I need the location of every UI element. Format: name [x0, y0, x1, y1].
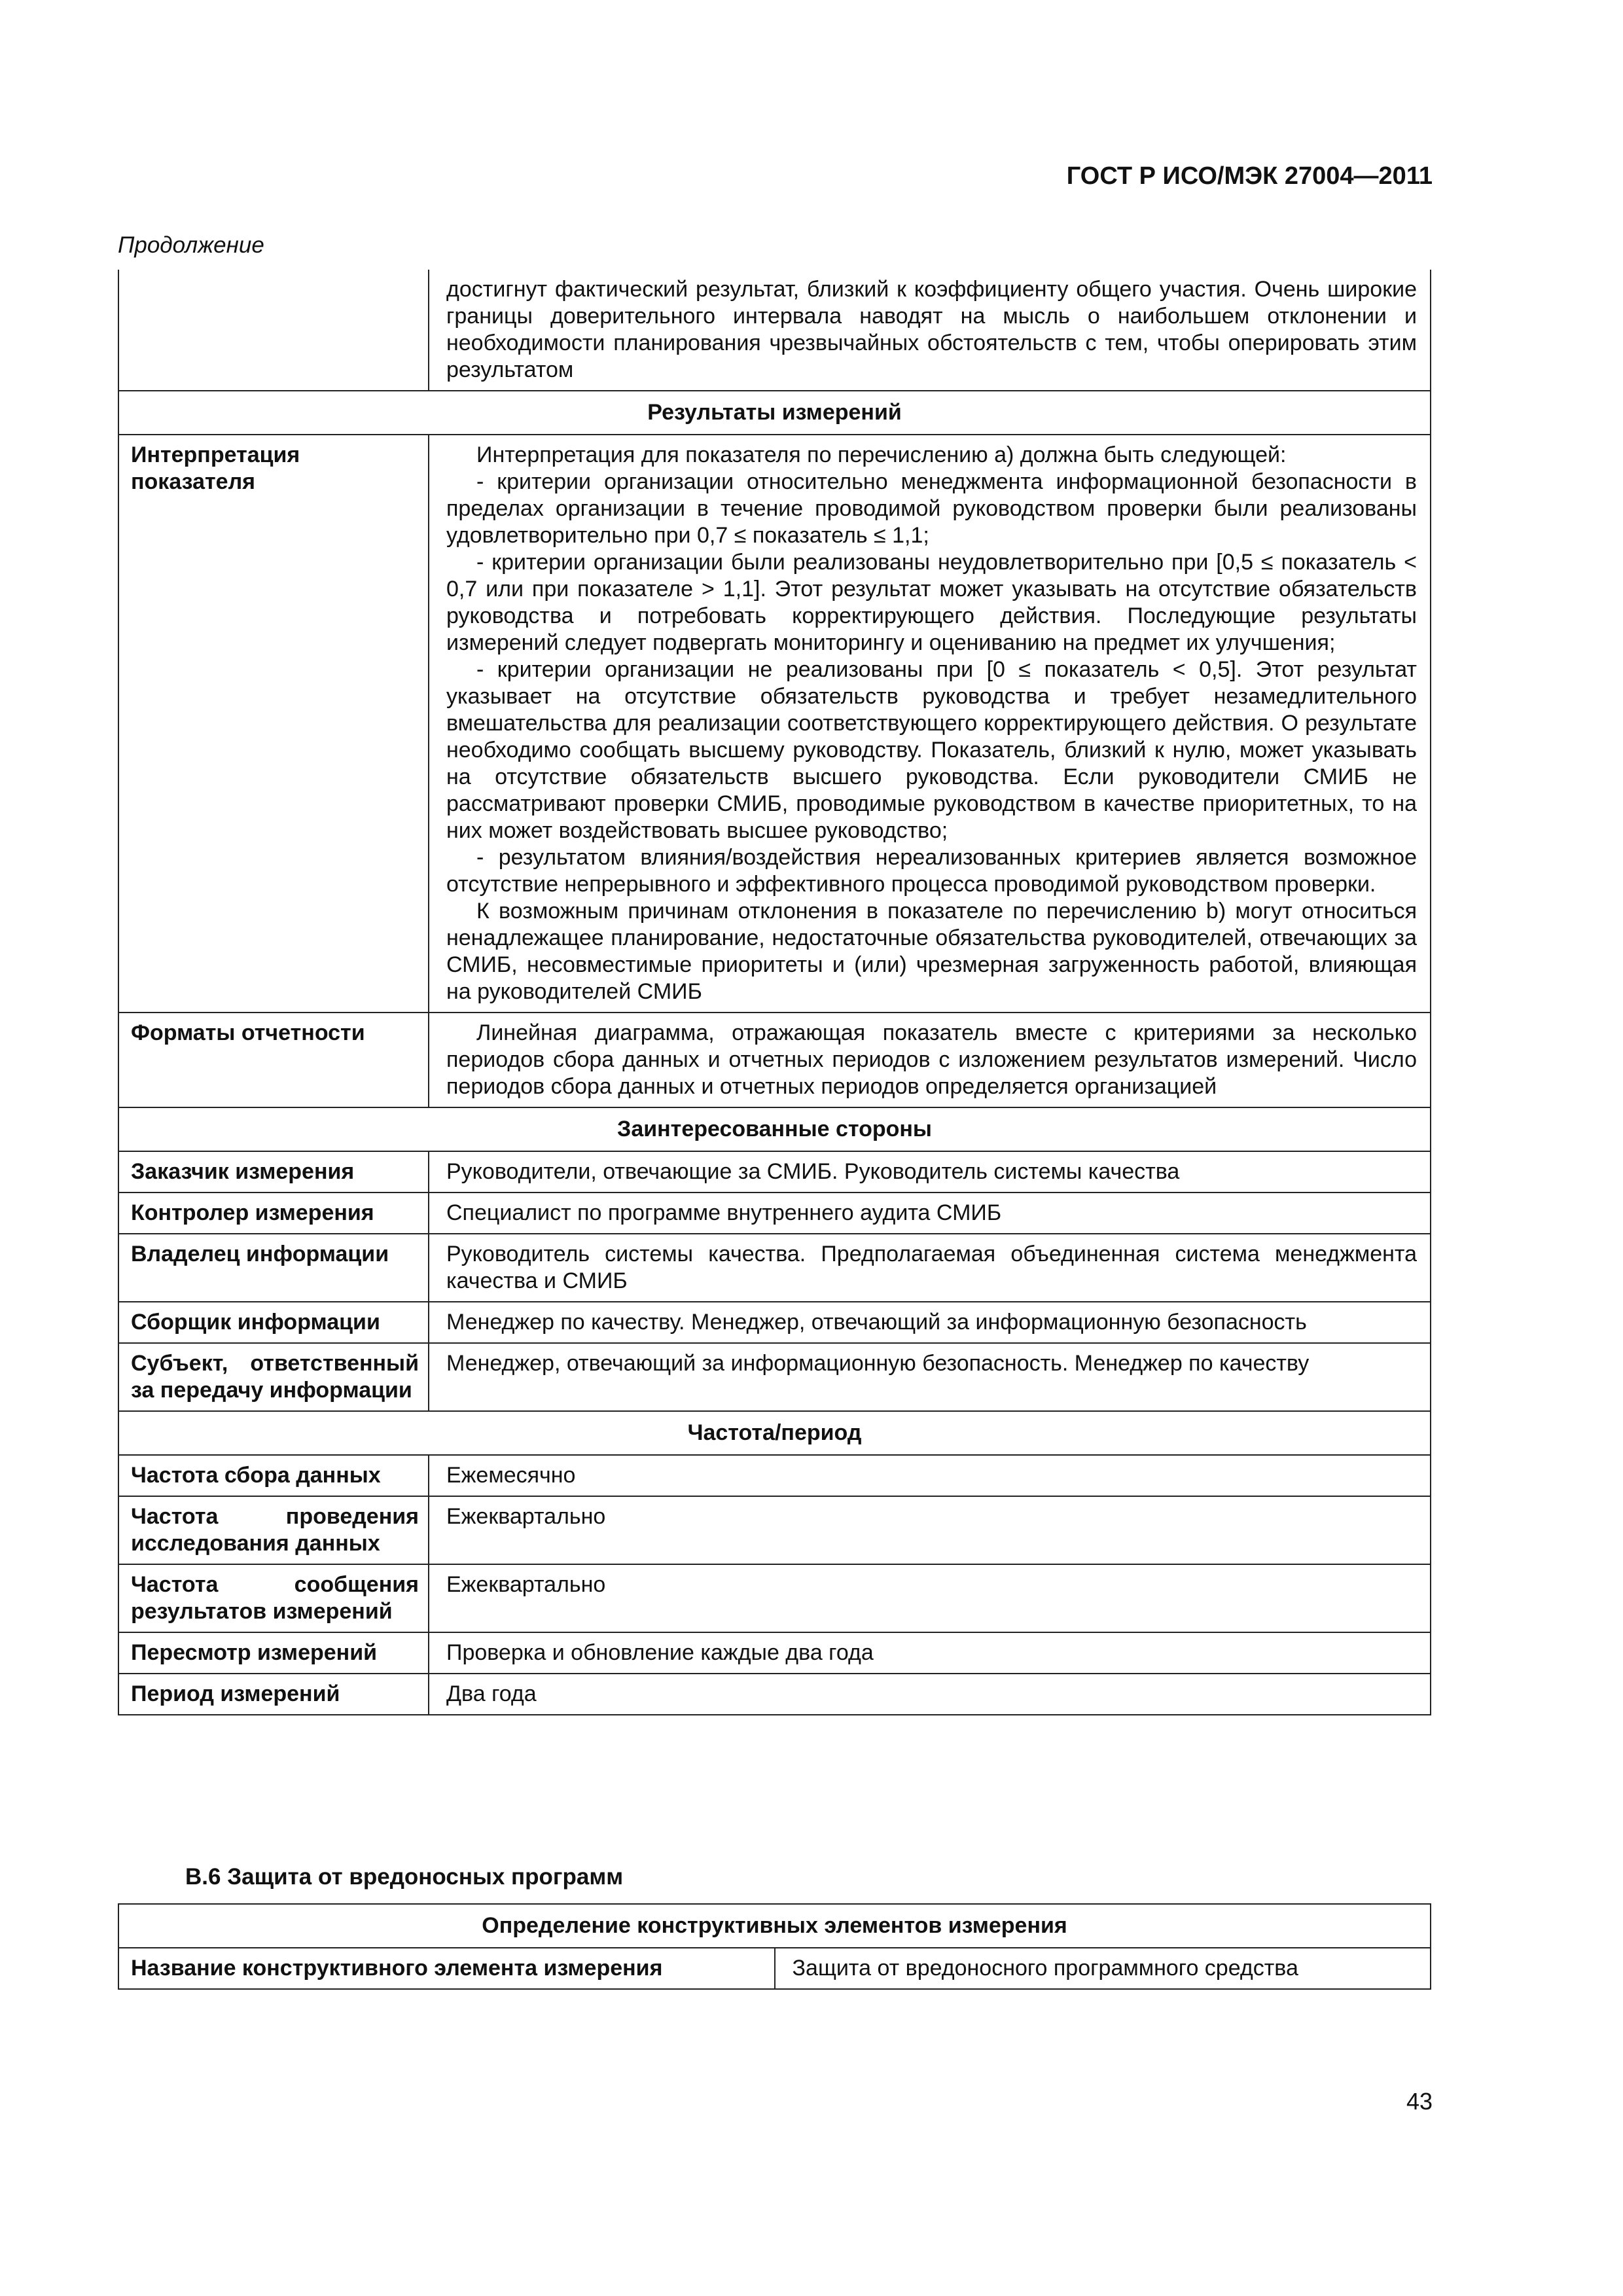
row-value: Ежеквартально	[429, 1496, 1431, 1564]
table-row	[118, 1193, 1431, 1234]
row-value: Менеджер по качеству. Менеджер, отвечающий за информационную безопасность	[429, 1302, 1431, 1343]
table-row	[118, 270, 1431, 391]
table-row	[118, 1496, 1431, 1564]
section-title-b6: В.6 Защита от вредоносных программ	[185, 1864, 624, 1890]
row-value: Проверка и обновление каждые два года	[429, 1632, 1431, 1674]
section-row	[118, 1904, 1431, 1948]
table-row	[118, 1234, 1431, 1302]
row-value: Защита от вредоносного программного средства	[775, 1948, 1431, 1989]
empty-label-cell	[118, 270, 429, 391]
table-row	[118, 1948, 1431, 1989]
row-label: Сборщик информации	[118, 1302, 429, 1343]
row-value: Специалист по программе внутреннего аудита СМИБ	[429, 1193, 1431, 1234]
row-label-formats: Форматы отчетности	[118, 1013, 429, 1107]
interpretation-paragraph: - критерии организации не реализованы при [0 ≤ показатель < 0,5]. Этот результат указывает на отсутствие обязательств руководства и требует незамедлительного вмешательства для реализации соответствующего корректирующего действия. О результате необходимо сообщать высшему руководству. Показатель, близкий к нулю, может указывать на отсутствие обязательств высшего руководства. Если руководители СМИБ не рассматривают проверки СМИБ, проводимые руководством в качестве приоритетных, то на них может воздействовать высшее руководство;	[446, 657, 1417, 843]
interpretation-paragraph: Интерпретация для показателя по перечислению а) должна быть следующей:	[476, 442, 1287, 467]
table-row	[118, 1455, 1431, 1496]
row-label: Название конструктивного элемента измерения	[118, 1948, 775, 1989]
row-value: Ежеквартально	[429, 1564, 1431, 1632]
row-value: Руководитель системы качества. Предполагаемая объединенная система менеджмента качества и СМИБ	[429, 1234, 1431, 1302]
section-heading-definition: Определение конструктивных элементов измерения	[118, 1904, 1431, 1948]
row-value: Два года	[429, 1674, 1431, 1715]
section-heading-frequency: Частота/период	[118, 1411, 1431, 1455]
table-row	[118, 1302, 1431, 1343]
table-row	[118, 1343, 1431, 1411]
table-row	[118, 435, 1431, 1013]
section-row	[118, 391, 1431, 435]
row-label: Период измерений	[118, 1674, 429, 1715]
row-label: Пересмотр измерений	[118, 1632, 429, 1674]
interpretation-paragraph: - критерии организации были реализованы неудовлетворительно при [0,5 ≤ показатель < 0,7 или при показателе > 1,1]. Этот результат может указывать на отсутствие обязательств руководства и потребовать корректирующего действия. Последующие результаты измерений следует подвергать мониторингу и оцениванию на предмет их улучшения;	[446, 550, 1417, 655]
row-label: Частота сообщения результатов измерений	[118, 1564, 429, 1632]
section-heading-stakeholders: Заинтересованные стороны	[118, 1107, 1431, 1151]
row-label: Частота сбора данных	[118, 1455, 429, 1496]
table-row	[118, 1632, 1431, 1674]
row-value-formats	[429, 1013, 1431, 1107]
definition-table	[118, 1903, 1431, 1990]
row-value: Менеджер, отвечающий за информационную безопасность. Менеджер по качеству	[429, 1343, 1431, 1411]
row-value: Ежемесячно	[429, 1455, 1431, 1496]
row-label: Заказчик измерения	[118, 1151, 429, 1193]
table-row	[118, 1674, 1431, 1715]
continued-text-cell: достигнут фактический результат, близкий к коэффициенту общего участия. Очень широкие границы доверительного интервала наводят на мысль о наибольшем отклонении и необходимости планирования чрезвычайных обстоятельств с тем, чтобы оперировать этим результатом	[429, 270, 1431, 391]
measurement-table	[118, 270, 1431, 1715]
interpretation-paragraph: - результатом влияния/воздействия нереализованных критериев является возможное отсутствие непрерывного и эффективного процесса проводимой руководством проверки.	[446, 845, 1417, 897]
row-value-interpretation	[429, 435, 1431, 1013]
row-label: Контролер измерения	[118, 1193, 429, 1234]
row-label: Субъект, ответственный за передачу информации	[118, 1343, 429, 1411]
interpretation-paragraph: К возможным причинам отклонения в показателе по перечислению b) могут относиться ненадлежащее планирование, недостаточные обязательства руководителей, отвечающих за СМИБ, несовместимые приоритеты и (или) чрезмерная загруженность работой, влияющая на руководителей СМИБ	[446, 899, 1417, 1004]
section-row	[118, 1107, 1431, 1151]
table-row	[118, 1151, 1431, 1193]
table-row	[118, 1564, 1431, 1632]
page-number: 43	[1406, 2088, 1433, 2115]
formats-text: Линейная диаграмма, отражающая показатель вместе с критериями за несколько периодов сбора данных и отчетных периодов с изложением результатов измерений. Число периодов сбора данных и отчетных периодов определяется организацией	[446, 1020, 1417, 1099]
row-value: Руководители, отвечающие за СМИБ. Руководитель системы качества	[429, 1151, 1431, 1193]
section-row	[118, 1411, 1431, 1455]
row-label: Владелец информации	[118, 1234, 429, 1302]
row-label-interpretation: Интерпретация показателя	[118, 435, 429, 1013]
table-row	[118, 1013, 1431, 1107]
row-label: Частота проведения исследования данных	[118, 1496, 429, 1564]
continuation-label: Продолжение	[118, 232, 264, 258]
document-code: ГОСТ Р ИСО/МЭК 27004—2011	[1066, 162, 1433, 190]
section-heading-results: Результаты измерений	[118, 391, 1431, 435]
interpretation-paragraph: - критерии организации относительно менеджмента информационной безопасности в пределах организации в течение проводимой руководством проверки были реализованы удовлетворительно при 0,7 ≤ показатель ≤ 1,1;	[446, 469, 1417, 548]
